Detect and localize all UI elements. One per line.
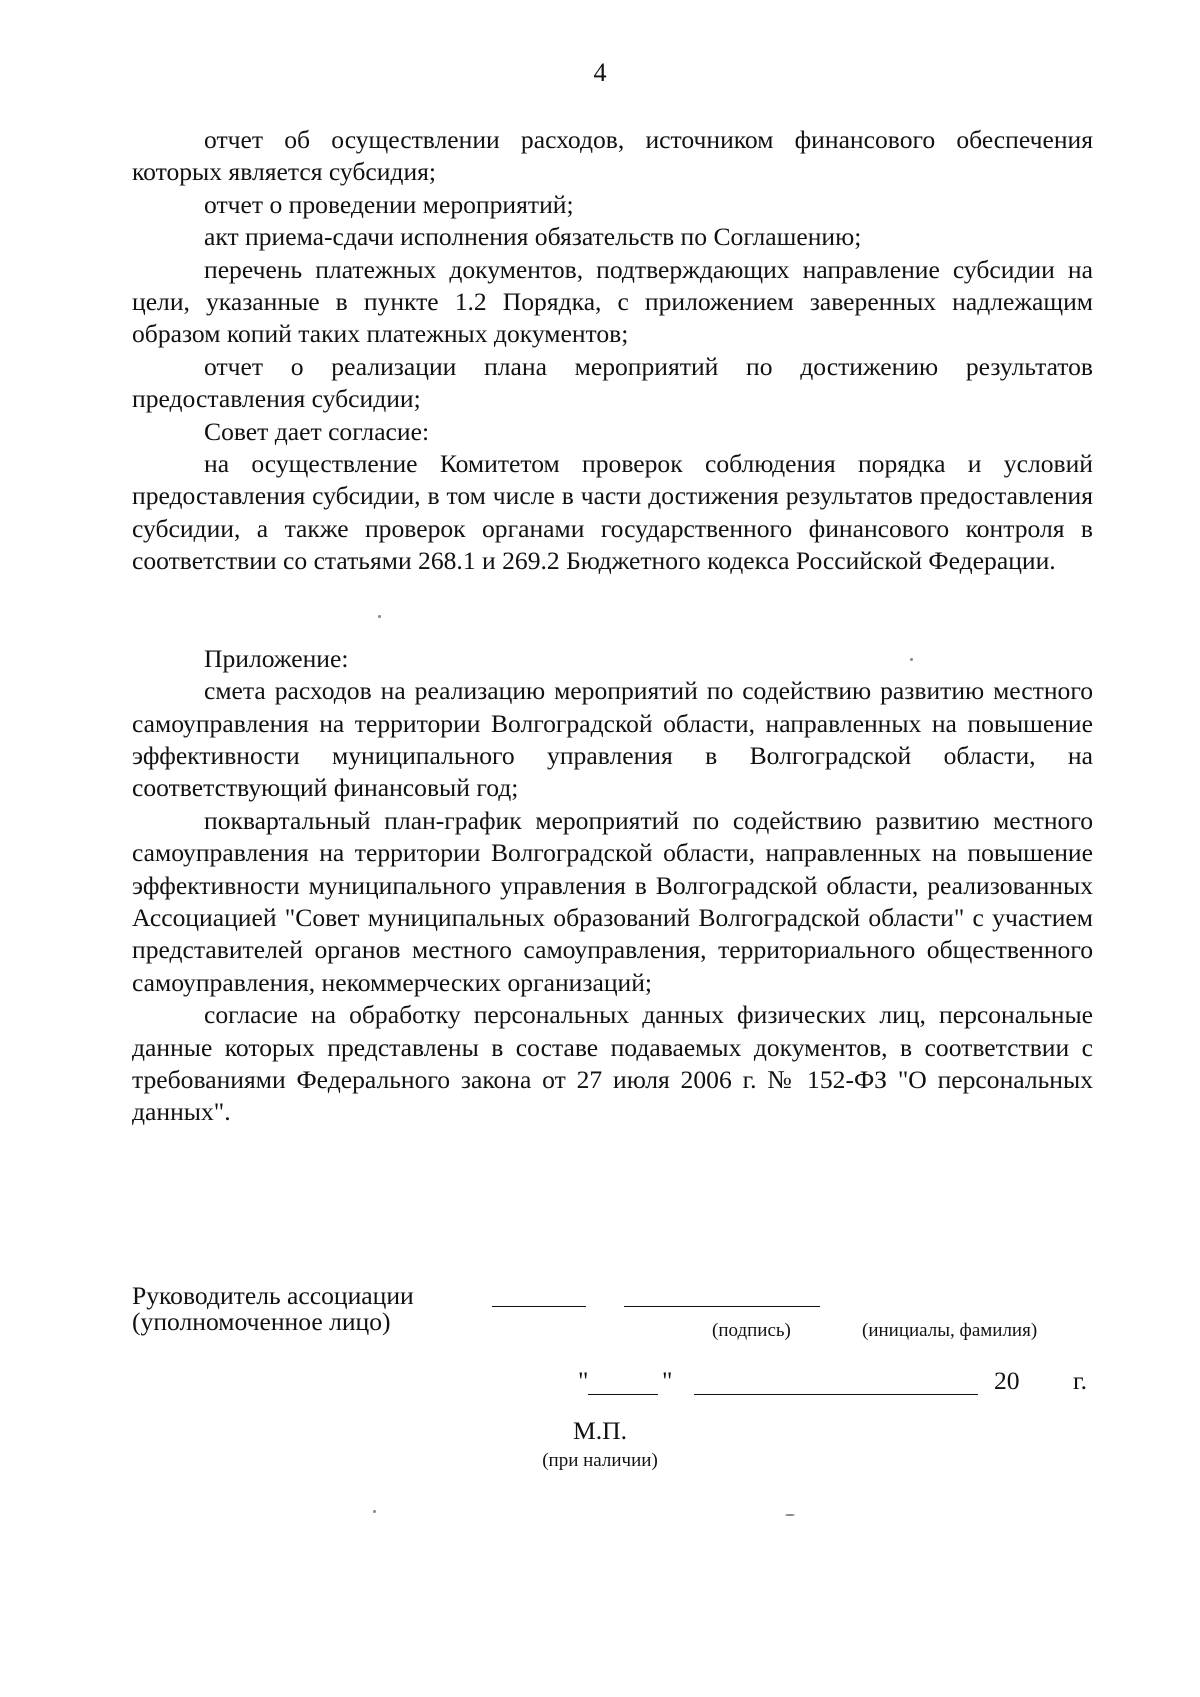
- paragraph: отчет о реализации плана мероприятий по достижению результатов предоставления субсидии;: [132, 351, 1093, 414]
- name-line: [624, 1306, 820, 1307]
- appendix-item: согласие на обработку персональных данных физических лиц, персональные данные которых представлены в составе подаваемых документов, в соответствии с требованиями Федерального закона от 27 июля 2006 г. № 152-ФЗ "О персональных данных".: [132, 1000, 1093, 1127]
- stamp-label: М.П.: [572, 1416, 628, 1445]
- paragraph: перечень платежных документов, подтверждающих направление субсидии на цели, указанные в пункте 1.2 Порядка, с приложением заверенных надлежащим образом копий таких платежных документов;: [132, 254, 1093, 349]
- signatory-role: [132, 1283, 414, 1335]
- signature-line: [492, 1306, 586, 1307]
- signatory-role-line: (уполномоченное лицо): [132, 1307, 391, 1336]
- paragraph: отчет об осуществлении расходов, источником финансового обеспечения которых является субсидия;: [132, 125, 1093, 187]
- paragraph: на осуществление Комитетом проверок соблюдения порядка и условий предоставления субсидии, в том числе в части достижения результатов предоставления субсидии, а также проверок органами государственного финансового контроля в соответствии со статьями 268.1 и 269.2 Бюджетного кодекса Российской Федерации.: [132, 449, 1093, 576]
- document-body: [132, 124, 1093, 1129]
- date-day-line: [588, 1394, 658, 1395]
- scan-speck: [910, 658, 913, 661]
- date-day-close-quote: ": [662, 1366, 673, 1395]
- signature-label: (подпись): [712, 1320, 791, 1341]
- scan-speck: [785, 1514, 795, 1516]
- scan-speck: [378, 615, 381, 618]
- appendix-item: смета расходов на реализацию мероприятий по содействию развитию местного самоуправления на территории Волгоградской области, направленных на повышение эффективности муниципального управления в Волгоградской области, на соответствующий финансовый год;: [132, 676, 1093, 803]
- date-year-suffix: г.: [1073, 1366, 1088, 1395]
- paragraph: акт приема-сдачи исполнения обязательств по Соглашению;: [204, 222, 862, 252]
- paragraph: отчет о проведении мероприятий;: [204, 189, 574, 219]
- scan-speck: [373, 1510, 376, 1513]
- date-month-line: [694, 1394, 978, 1395]
- stamp-note: (при наличии): [542, 1450, 658, 1471]
- appendix-heading: Приложение:: [204, 643, 349, 673]
- name-label: (инициалы, фамилия): [862, 1320, 1038, 1341]
- appendix-item: поквартальный план-график мероприятий по содействию развитию местного самоуправления на территории Волгоградской области, направленных на повышение эффективности муниципального управления в Волгоградской области, реализованных Ассоциацией "Совет муниципальных образований Волгоградской области" с участием представителей органов местного самоуправления, территориального общественного самоуправления, некоммерческих организаций;: [132, 805, 1093, 997]
- date-year-prefix: 20: [994, 1366, 1020, 1395]
- date-day-open-quote: ": [578, 1366, 589, 1395]
- paragraph: Совет дает согласие:: [204, 416, 430, 446]
- page-number: 4: [593, 58, 607, 87]
- signatory-role-line: Руководитель ассоциации: [132, 1281, 414, 1310]
